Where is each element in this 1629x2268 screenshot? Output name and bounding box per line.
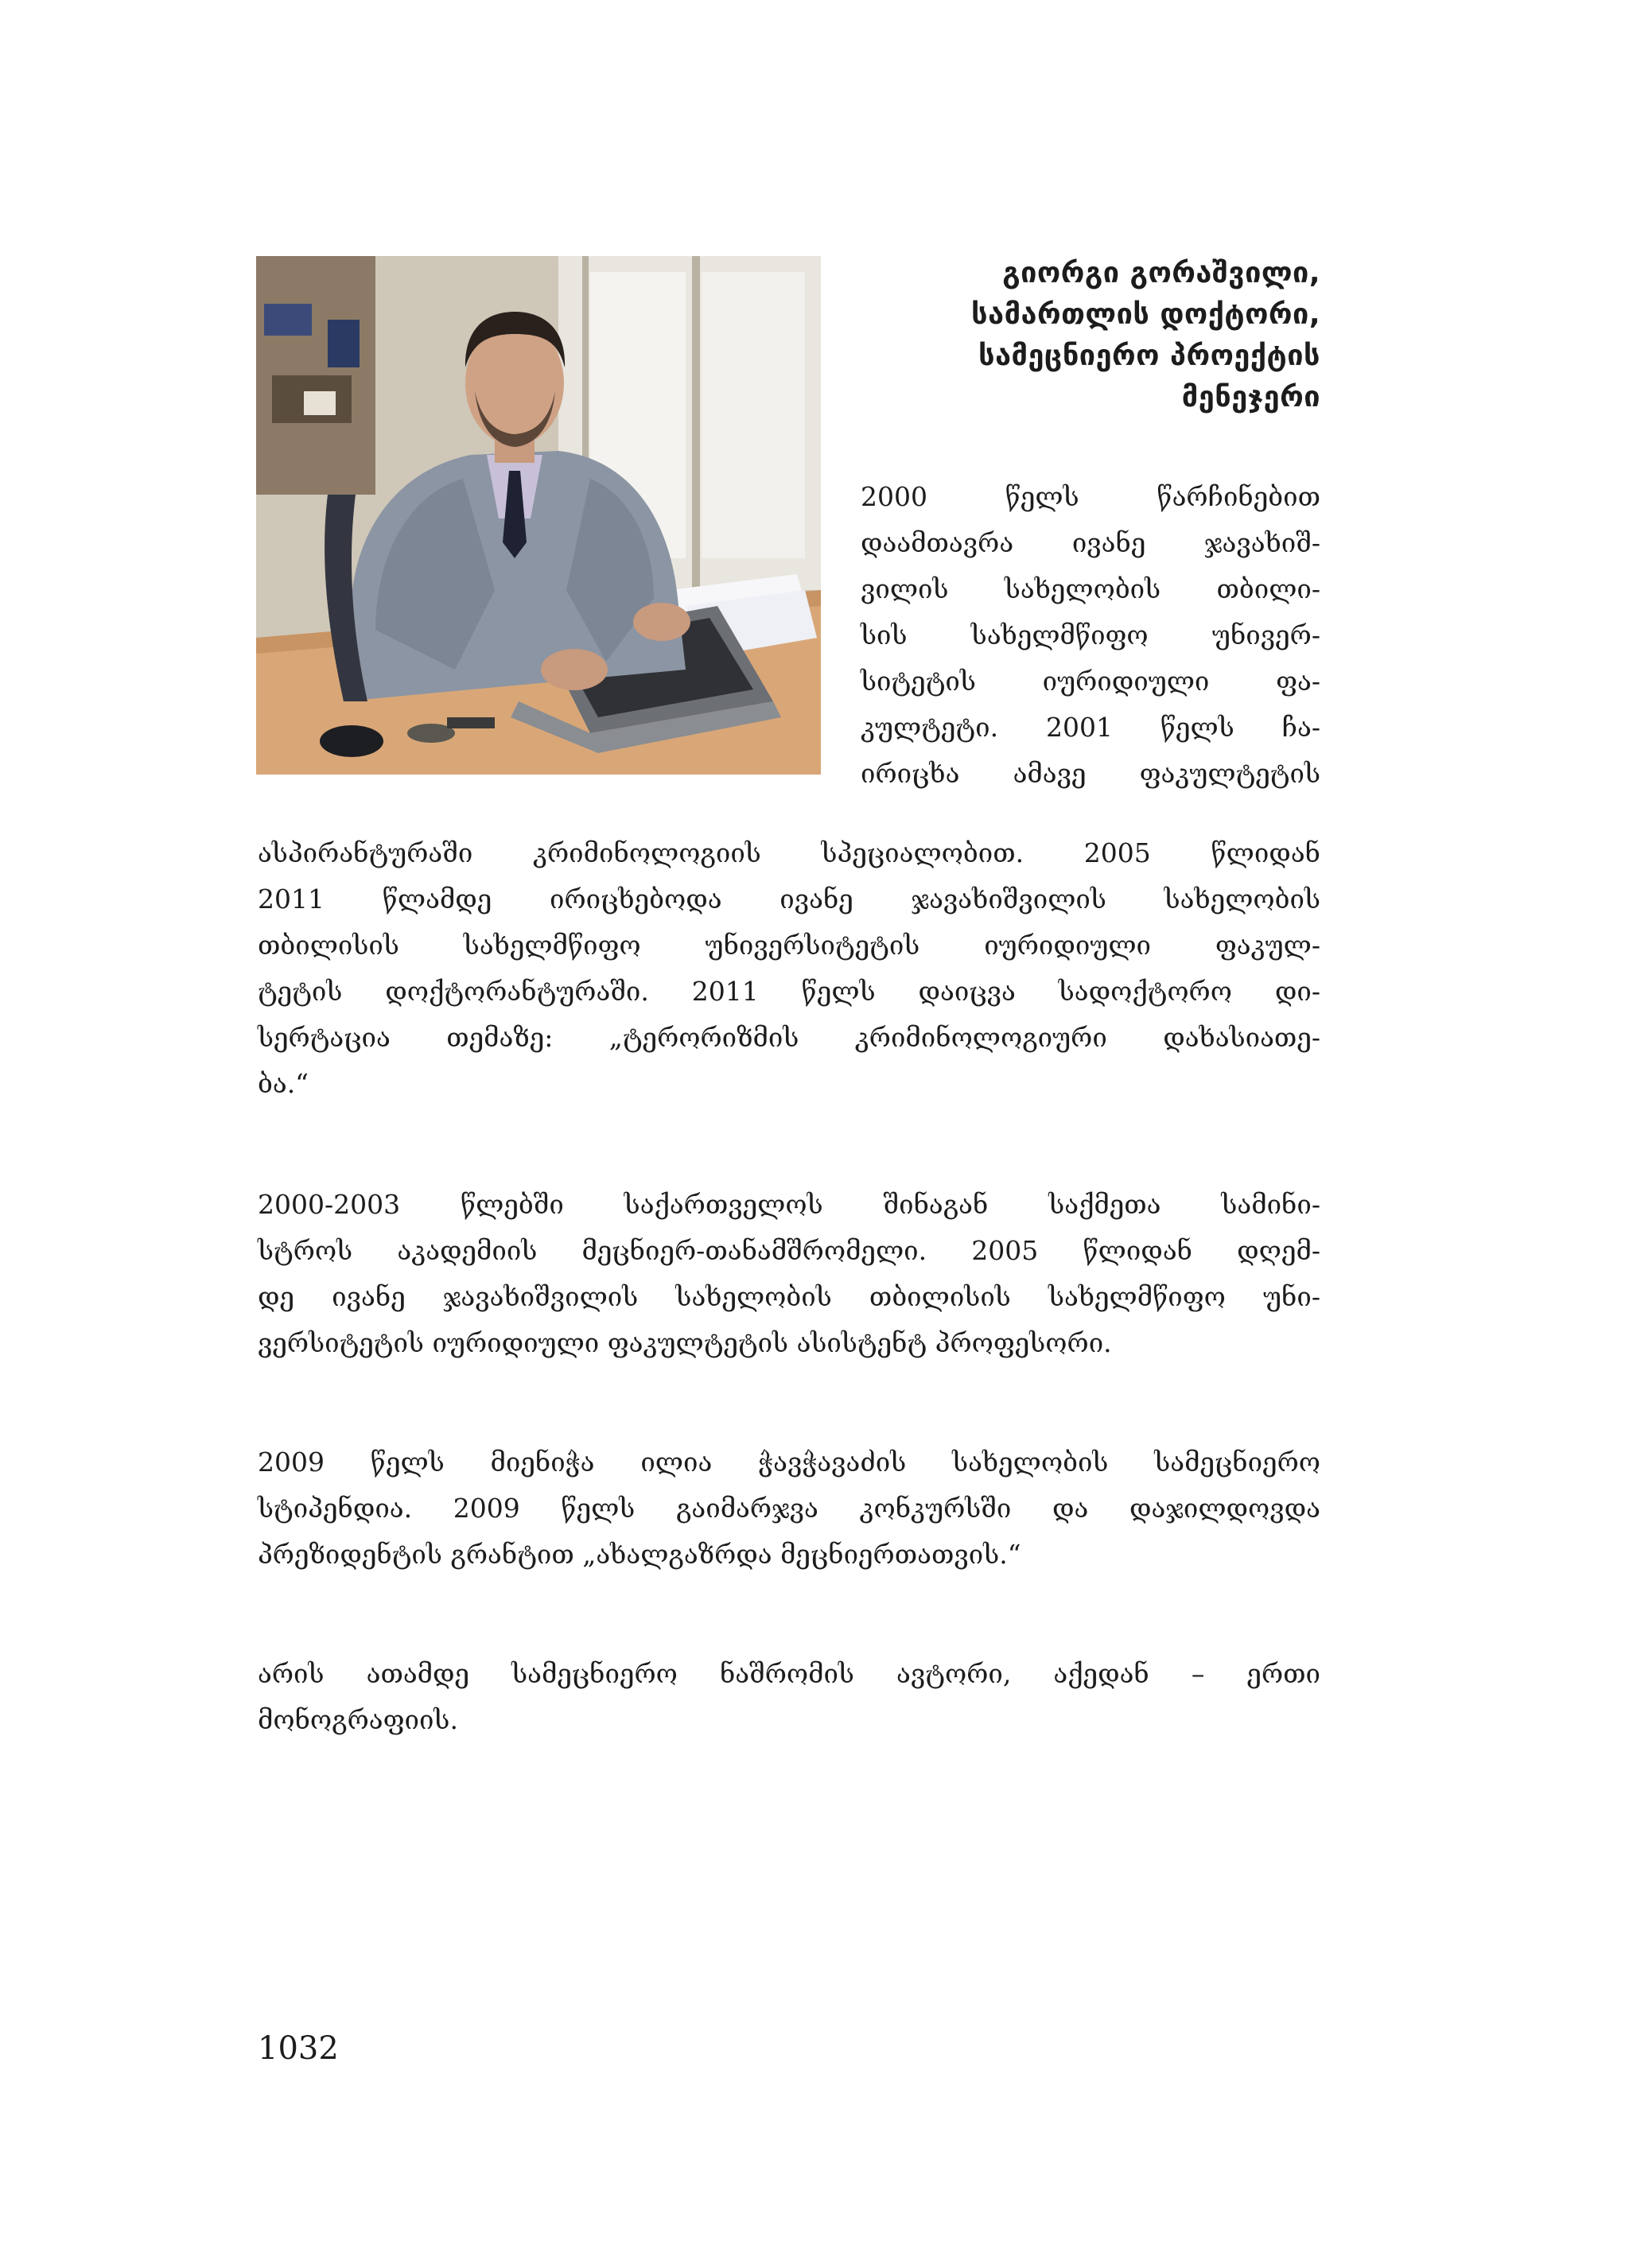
text-line: სიტეტის იურიდიული ფა- bbox=[861, 666, 1320, 697]
text-line: 2011 წლამდე ირიცხებოდა ივანე ჯავახიშვილის სახელობის bbox=[258, 884, 1320, 915]
bio-paragraph-4 bbox=[258, 1651, 1320, 1743]
text-line: დაამთავრა ივანე ჯავახიშ- bbox=[861, 527, 1320, 558]
bio-paragraph-1 bbox=[258, 830, 1320, 1107]
text-line: 2000-2003 წლებში საქართველოს შინაგან საქმეთა სამინი- bbox=[258, 1189, 1320, 1220]
text-line: სტროს აკადემიის მეცნიერ-თანამშრომელი. 2005 წლიდან დღემ- bbox=[258, 1235, 1320, 1266]
heading-line: მენეჯერი bbox=[1181, 381, 1320, 414]
text-line: 2009 წელს მიენიჭა ილია ჭავჭავაძის სახელობის სამეცნიერო bbox=[258, 1447, 1320, 1478]
bio-paragraph-3 bbox=[258, 1439, 1320, 1578]
bio-paragraph-2 bbox=[258, 1182, 1320, 1366]
text-line: სის სახელმწიფო უნივერ- bbox=[861, 619, 1320, 650]
text-line: სერტაცია თემაზე: „ტერორიზმის კრიმინოლოგიური დახასიათე- bbox=[258, 1022, 1320, 1053]
text-line: არის ათამდე სამეცნიერო ნაშრომის ავტორი, აქედან – ერთი bbox=[258, 1658, 1320, 1689]
profile-heading bbox=[843, 253, 1320, 418]
text-line: ვერსიტეტის იურიდიული ფაკულტეტის ასისტენტ პროფესორი. bbox=[258, 1327, 1112, 1358]
text-line: ვილის სახელობის თბილი- bbox=[861, 573, 1320, 604]
page-number: 1032 bbox=[258, 2030, 339, 2067]
heading-line: სამეცნიერო პროექტის bbox=[978, 340, 1320, 372]
text-line: 2000 წელს წარჩინებით bbox=[861, 481, 1320, 512]
text-line: ასპირანტურაში კრიმინოლოგიის სპეციალობით. 2005 წლიდან bbox=[258, 837, 1320, 868]
text-line: მონოგრაფიის. bbox=[258, 1704, 458, 1735]
text-line: ირიცხა ამავე ფაკულტეტის bbox=[861, 758, 1320, 789]
portrait-photo bbox=[256, 256, 821, 775]
text-line: პრეზიდენტის გრანტით „ახალგაზრდა მეცნიერთათვის.“ bbox=[258, 1539, 1021, 1570]
heading-line: გიორგი გორაშვილი, bbox=[1002, 257, 1320, 289]
text-line: ტეტის დოქტორანტურაში. 2011 წელს დაიცვა სადოქტორო დი- bbox=[258, 976, 1320, 1007]
text-line: ბა.“ bbox=[258, 1068, 309, 1099]
text-line: კულტეტი. 2001 წელს ჩა- bbox=[861, 712, 1320, 743]
text-line: თბილისის სახელმწიფო უნივერსიტეტის იურიდიული ფაკულ- bbox=[258, 930, 1320, 961]
text-line: სტიპენდია. 2009 წელს გაიმარჯვა კონკურსში და დაჯილდოვდა bbox=[258, 1493, 1320, 1524]
text-line: დე ივანე ჯავახიშვილის სახელობის თბილისის სახელმწიფო უნი- bbox=[258, 1281, 1320, 1312]
heading-line: სამართლის დოქტორი, bbox=[971, 298, 1320, 331]
bio-intro bbox=[861, 474, 1320, 797]
